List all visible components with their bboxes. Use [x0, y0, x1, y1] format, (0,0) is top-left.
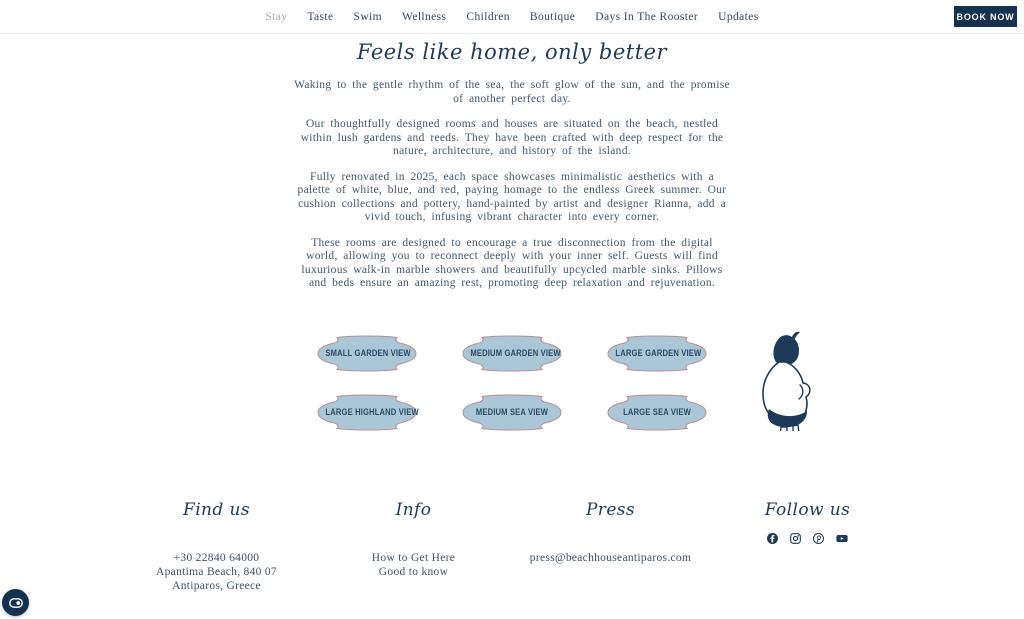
room-categories	[0, 333, 1024, 433]
room-button-label: LARGE SEA VIEW	[623, 406, 691, 418]
address-line: Apantima Beach, 840 07	[156, 565, 277, 578]
phone-number: +30 22840 64000	[173, 551, 260, 564]
page-title: Feels like home, only better	[356, 40, 668, 64]
intro-paragraph: Our thoughtfully designed rooms and houses are situated on the beach, nestled within lush gardens and reeds. They have been crafted with deep respect for the nature, architecture, and history of the island.	[300, 118, 724, 157]
facebook-icon[interactable]	[767, 533, 778, 544]
nav-item-days-in-the-rooster[interactable]: Days In The Rooster	[595, 10, 699, 23]
accessibility-toggle-button[interactable]	[2, 589, 29, 616]
large-highland-view-button[interactable]	[315, 392, 419, 433]
main-nav	[265, 11, 758, 23]
small-garden-view-button[interactable]	[315, 333, 419, 374]
intro-paragraph: These rooms are designed to encourage a true disconnection from the digital world, allowing you to reconnect deeply with your inner self. Guests will find luxurious walk-in marble showers and beautifully upcycled marble sinks. Pillows and beds ensure an amazing rest, promoting deep relaxation and rejuvenation.	[301, 236, 723, 289]
intro-paragraph: Waking to the gentle rhythm of the sea, the soft glow of the sun, and the promise of another perfect day.	[294, 79, 730, 105]
nav-item-swim[interactable]: Swim	[353, 10, 382, 23]
footer-column-follow-us	[709, 500, 906, 593]
room-button-label: LARGE GARDEN VIEW	[615, 347, 702, 359]
medium-garden-view-button[interactable]	[460, 333, 564, 374]
nav-item-wellness[interactable]: Wellness	[401, 10, 447, 23]
press-email-link[interactable]: press@beachhouseantiparos.com	[529, 551, 692, 564]
how-to-get-here-link[interactable]: How to Get Here	[371, 551, 456, 564]
footer-heading: Follow us	[764, 499, 851, 520]
intro-text	[294, 79, 730, 291]
room-row-1	[0, 333, 1024, 374]
room-button-label: LARGE HIGHLAND VIEW	[325, 406, 419, 418]
good-to-know-link[interactable]: Good to know	[378, 565, 449, 578]
room-button-label: MEDIUM GARDEN VIEW	[470, 347, 561, 359]
social-links	[709, 533, 906, 544]
footer-column-find-us	[118, 500, 315, 593]
nav-item-taste[interactable]: Taste	[307, 10, 334, 23]
room-row-2	[0, 392, 1024, 433]
sitting-person-illustration	[757, 331, 815, 431]
nav-item-updates[interactable]: Updates	[718, 10, 759, 23]
footer-heading: Find us	[183, 499, 250, 520]
toggle-icon	[9, 598, 23, 608]
footer	[118, 500, 906, 593]
footer-heading: Info	[395, 499, 432, 520]
large-sea-view-button[interactable]	[605, 392, 709, 433]
room-button-label: SMALL GARDEN VIEW	[325, 347, 411, 359]
footer-column-info	[315, 500, 512, 593]
main-content	[0, 40, 1024, 433]
room-button-label: MEDIUM SEA VIEW	[475, 406, 549, 418]
footer-heading: Press	[585, 499, 636, 520]
pinterest-icon[interactable]	[813, 533, 824, 544]
intro-paragraph: Fully renovated in 2025, each space showcases minimalistic aesthetics with a palette of white, blue, and red, paying homage to the endless Greek summer. Our cushion collections and pottery, hand-painted by artist and designer Rianna, add a vivid touch, infusing vibrant character into every corner.	[297, 170, 727, 223]
book-now-button[interactable]: BOOK NOW	[954, 6, 1017, 27]
header	[0, 0, 1024, 34]
nav-item-children[interactable]: Children	[466, 10, 510, 23]
large-garden-view-button[interactable]	[605, 333, 709, 374]
instagram-icon[interactable]	[790, 533, 801, 544]
nav-item-stay[interactable]: Stay	[265, 10, 288, 23]
medium-sea-view-button[interactable]	[460, 392, 564, 433]
footer-column-press	[512, 500, 709, 593]
youtube-icon[interactable]	[836, 533, 848, 544]
address-line: Antiparos, Greece	[172, 579, 261, 592]
nav-item-boutique[interactable]: Boutique	[529, 10, 576, 23]
